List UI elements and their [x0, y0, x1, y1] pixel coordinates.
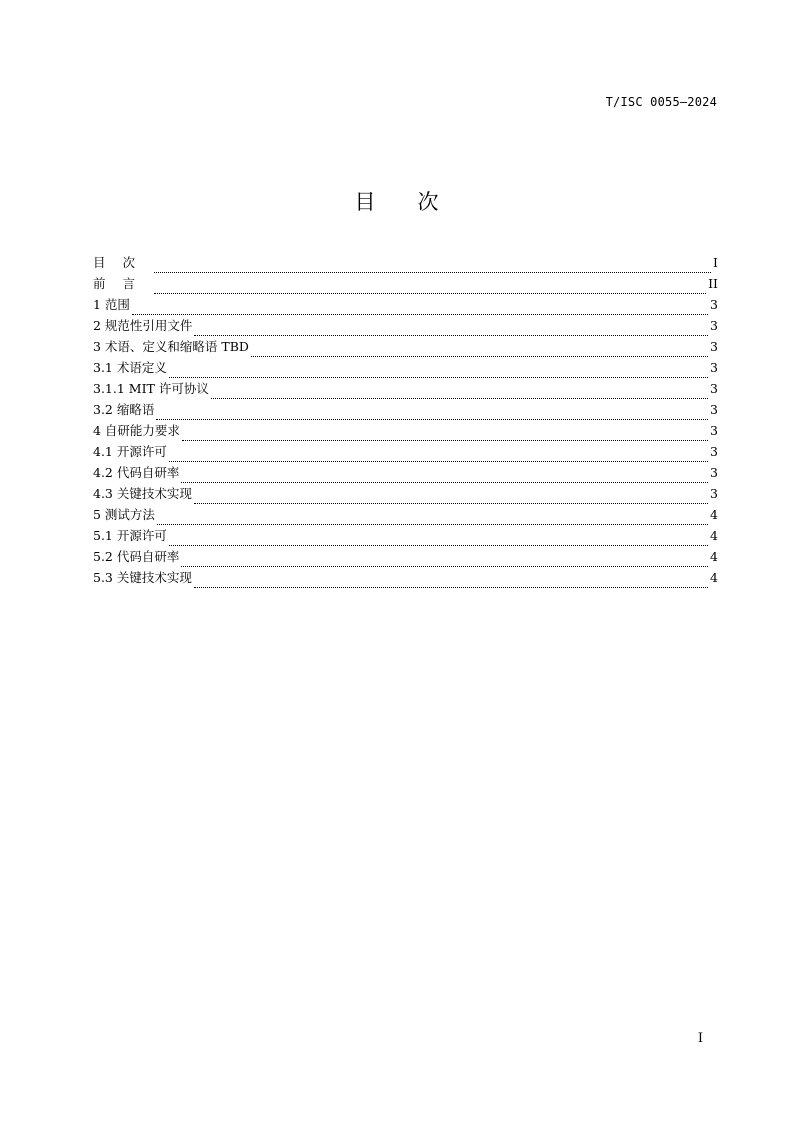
toc-entry-label: 4.1 开源许可: [93, 444, 167, 459]
toc-entry-5-3[interactable]: [93, 570, 718, 591]
toc-leader-dots: [251, 355, 708, 357]
toc-entry-label: 4 自研能力要求: [93, 423, 180, 438]
toc-entry-page: 4: [710, 528, 718, 543]
toc-entry-scope[interactable]: [93, 297, 718, 318]
toc-entry-label: 2 规范性引用文件: [93, 318, 193, 333]
toc-entry-4-3[interactable]: [93, 486, 718, 507]
toc-entry-label: 5.1 开源许可: [93, 528, 167, 543]
toc-entry-label: 3.2 缩略语: [93, 402, 155, 417]
toc-entry-3-1-1[interactable]: [93, 381, 718, 402]
toc-entry-page: 3: [710, 402, 718, 417]
toc-entry-label: 5 测试方法: [93, 507, 155, 522]
toc-entry-label: 5.2 代码自研率: [93, 549, 180, 564]
toc-entry-label: 3.1 术语定义: [93, 360, 167, 375]
toc-entry-page: 3: [710, 381, 718, 396]
toc-entry-page: I: [713, 255, 718, 270]
toc-entry-normative-references[interactable]: [93, 318, 718, 339]
toc-entry-label: 前言: [93, 276, 153, 291]
toc-entry-page: 3: [710, 339, 718, 354]
toc-leader-dots: [182, 439, 708, 441]
toc-entry-page: 3: [710, 360, 718, 375]
page-title: [0, 186, 793, 216]
toc-entry-terms-definitions[interactable]: [93, 339, 718, 360]
toc-entry-5-2[interactable]: [93, 549, 718, 570]
toc-entry-5[interactable]: [93, 507, 718, 528]
toc-entry-page: II: [708, 276, 718, 291]
toc-entry-label: 3 术语、定义和缩略语 TBD: [93, 339, 249, 354]
document-code: T/ISC 0055—2024: [605, 95, 717, 109]
toc-leader-dots: [194, 586, 708, 588]
toc-entry-page: 4: [710, 507, 718, 522]
toc-entry-contents[interactable]: [93, 255, 718, 276]
toc-entry-page: 3: [710, 423, 718, 438]
toc-leader-dots: [181, 565, 708, 567]
toc-entry-3-1[interactable]: [93, 360, 718, 381]
toc-leader-dots: [181, 481, 708, 483]
table-of-contents: [93, 255, 718, 591]
toc-leader-dots: [132, 313, 708, 315]
toc-leader-dots: [154, 271, 711, 273]
toc-leader-dots: [169, 376, 708, 378]
toc-leader-dots: [154, 292, 706, 294]
toc-entry-page: 3: [710, 297, 718, 312]
toc-entry-page: 3: [710, 486, 718, 501]
toc-entry-page: 4: [710, 570, 718, 585]
toc-leader-dots: [194, 502, 708, 504]
toc-leader-dots: [194, 334, 708, 336]
toc-entry-5-1[interactable]: [93, 528, 718, 549]
toc-entry-4-2[interactable]: [93, 465, 718, 486]
toc-entry-page: 3: [710, 318, 718, 333]
toc-leader-dots: [169, 544, 708, 546]
toc-entry-label: 5.3 关键技术实现: [93, 570, 192, 585]
toc-entry-label: 4.2 代码自研率: [93, 465, 180, 480]
toc-entry-4[interactable]: [93, 423, 718, 444]
toc-entry-page: 3: [710, 444, 718, 459]
title-char-1: 目: [354, 190, 376, 214]
page-number: I: [697, 1031, 703, 1046]
toc-entry-label: 4.3 关键技术实现: [93, 486, 192, 501]
toc-entry-4-1[interactable]: [93, 444, 718, 465]
toc-entry-foreword[interactable]: [93, 276, 718, 297]
toc-entry-page: 4: [710, 549, 718, 564]
toc-entry-label: 3.1.1 MIT 许可协议: [93, 381, 209, 396]
toc-leader-dots: [211, 397, 708, 399]
toc-entry-label: 目次: [93, 255, 153, 270]
toc-entry-3-2[interactable]: [93, 402, 718, 423]
toc-leader-dots: [169, 460, 708, 462]
toc-entry-label: 1 范围: [93, 297, 130, 312]
title-char-2: 次: [417, 190, 439, 214]
toc-leader-dots: [156, 418, 708, 420]
toc-entry-page: 3: [710, 465, 718, 480]
toc-leader-dots: [157, 523, 708, 525]
